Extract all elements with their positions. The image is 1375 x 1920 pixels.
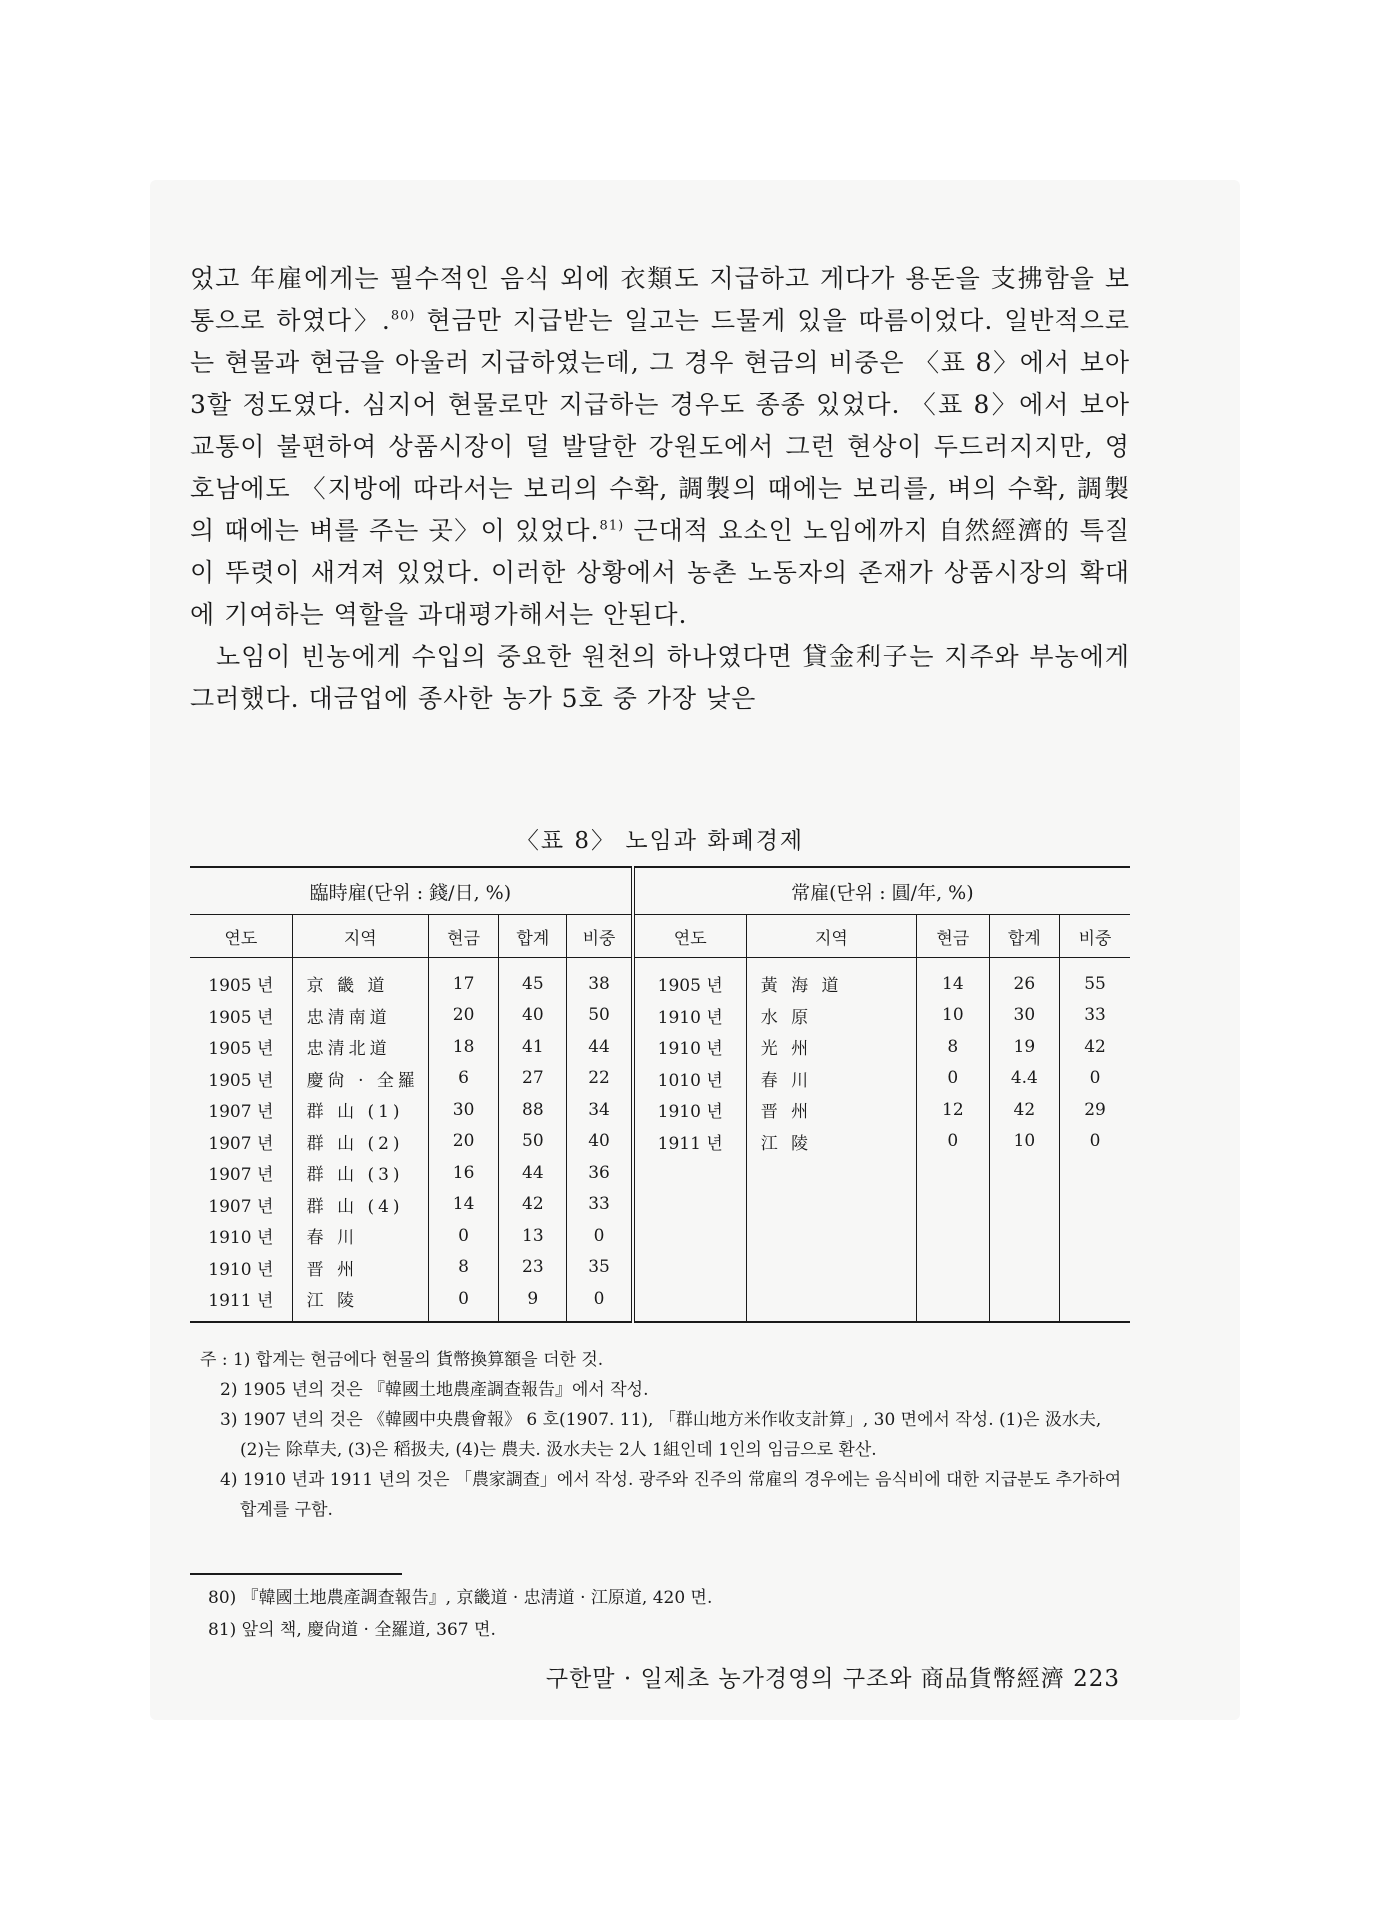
temp-year-cell: 1907 년 — [208, 1133, 274, 1154]
perm-year-cell: 1910 년 — [633, 1031, 747, 1063]
temp-year-cell: 1905 년 — [208, 1039, 274, 1060]
table-row — [190, 1157, 1130, 1189]
temp-total-cell: 9 — [499, 1283, 567, 1322]
perm-region-cell — [746, 1252, 916, 1284]
temp-ratio-cell: 44 — [567, 1031, 633, 1063]
perm-region-cell: 江 陵 — [746, 1126, 916, 1158]
column-header: 현금 — [917, 915, 990, 958]
temp-cash-cell: 6 — [428, 1063, 498, 1095]
perm-year-cell: 1905 년 — [633, 958, 747, 1000]
perm-ratio-cell — [1060, 1220, 1130, 1252]
perm-total-cell: 4.4 — [989, 1063, 1059, 1095]
note-3: 3) 1907 년의 것은 《韓國中央農會報》 6 호(1907. 11), 「群山地方米作收支計算」, 30 면에서 작성. (1)은 汲水夫, (2)는 除草夫, (3)은 稻扱夫, (4)는 農夫. 汲水夫는 2人 1組인데 1인의 임금으로 환산. — [220, 1410, 1102, 1460]
paragraph-2: 노임이 빈농에게 수입의 중요한 원천의 하나였다면 貸金利子는 지주와 부농에게 그러했다. 대금업에 종사한 농가 5호 중 가장 낮은 — [190, 642, 1130, 713]
perm-total-cell — [989, 1283, 1059, 1322]
perm-ratio-cell: 0 — [1060, 1063, 1130, 1095]
table-row — [190, 1252, 1130, 1284]
temp-total-cell: 50 — [499, 1126, 567, 1158]
temp-year-cell: 1905 년 — [208, 1007, 274, 1028]
temp-region-cell: 群 山 (4) — [292, 1189, 428, 1221]
table-row — [190, 1189, 1130, 1221]
column-header: 지역 — [746, 915, 916, 958]
temp-year-cell: 1905 년 — [208, 976, 274, 997]
table-row — [190, 1094, 1130, 1126]
perm-total-cell: 26 — [989, 958, 1059, 1000]
temp-total-cell: 42 — [499, 1189, 567, 1221]
temp-total-cell: 27 — [499, 1063, 567, 1095]
column-header: 비중 — [1060, 915, 1130, 958]
temp-ratio-cell: 36 — [567, 1157, 633, 1189]
perm-year-cell — [633, 1252, 747, 1284]
temp-region-cell: 忠清北道 — [292, 1031, 428, 1063]
perm-ratio-cell — [1060, 1252, 1130, 1284]
temp-cash-cell: 8 — [428, 1252, 498, 1284]
temp-total-cell: 40 — [499, 1000, 567, 1032]
temp-ratio-cell: 40 — [567, 1126, 633, 1158]
running-footer: 구한말 · 일제초 농가경영의 구조와 商品貨幣經濟 223 — [545, 1666, 1120, 1692]
perm-year-cell — [633, 1157, 747, 1189]
perm-cash-cell: 0 — [917, 1063, 990, 1095]
temp-cash-cell: 16 — [428, 1157, 498, 1189]
temp-region-cell: 群 山 (3) — [292, 1157, 428, 1189]
temp-region-cell: 群 山 (1) — [292, 1094, 428, 1126]
perm-cash-cell: 8 — [917, 1031, 990, 1063]
table-caption: 〈표 8〉 노임과 화폐경제 — [515, 828, 805, 854]
perm-total-cell: 19 — [989, 1031, 1059, 1063]
table-row — [190, 1126, 1130, 1158]
table-row — [190, 1063, 1130, 1095]
table-row — [190, 1000, 1130, 1032]
wage-table — [190, 866, 1130, 1323]
perm-cash-cell: 14 — [917, 958, 990, 1000]
perm-year-cell — [633, 1283, 747, 1322]
temp-cash-cell: 17 — [428, 958, 498, 1000]
temp-region-cell: 晋 州 — [292, 1252, 428, 1284]
temp-ratio-cell: 33 — [567, 1189, 633, 1221]
temp-total-cell: 41 — [499, 1031, 567, 1063]
column-header: 합계 — [989, 915, 1059, 958]
note-4: 4) 1910 년과 1911 년의 것은 「農家調查」에서 작성. 광주와 진주의 常雇의 경우에는 음식비에 대한 지급분도 추가하여 합계를 구함. — [220, 1470, 1122, 1520]
perm-ratio-cell: 55 — [1060, 958, 1130, 1000]
perm-total-cell — [989, 1220, 1059, 1252]
perm-region-cell — [746, 1220, 916, 1252]
note-1: 주 : 1) 합계는 현금에다 현물의 貨幣換算額을 더한 것. — [200, 1350, 604, 1370]
temp-ratio-cell: 22 — [567, 1063, 633, 1095]
perm-ratio-cell — [1060, 1189, 1130, 1221]
perm-cash-cell — [917, 1252, 990, 1284]
perm-total-cell — [989, 1252, 1059, 1284]
table-row — [190, 958, 1130, 1000]
perm-cash-cell — [917, 1189, 990, 1221]
perm-cash-cell: 0 — [917, 1126, 990, 1158]
footnote-ref-80: 80) — [390, 308, 416, 324]
footnote-81: 81) 앞의 책, 慶尙道 · 全羅道, 367 면. — [208, 1620, 496, 1640]
footnotes — [208, 1582, 1108, 1646]
perm-cash-cell: 10 — [917, 1000, 990, 1032]
temp-year-cell: 1907 년 — [208, 1165, 274, 1186]
perm-ratio-cell — [1060, 1157, 1130, 1189]
perm-region-cell — [746, 1189, 916, 1221]
body-text — [190, 258, 1130, 720]
perm-region-cell: 春 川 — [746, 1063, 916, 1095]
perm-region-cell — [746, 1157, 916, 1189]
temp-ratio-cell: 50 — [567, 1000, 633, 1032]
column-header: 연도 — [633, 915, 747, 958]
column-header: 연도 — [190, 915, 292, 958]
perm-region-cell: 晋 州 — [746, 1094, 916, 1126]
perm-cash-cell — [917, 1283, 990, 1322]
temp-year-cell: 1907 년 — [208, 1196, 274, 1217]
temp-cash-cell: 0 — [428, 1283, 498, 1322]
temp-total-cell: 23 — [499, 1252, 567, 1284]
perm-total-cell — [989, 1189, 1059, 1221]
perm-ratio-cell: 42 — [1060, 1031, 1130, 1063]
temp-cash-cell: 0 — [428, 1220, 498, 1252]
table-body — [190, 958, 1130, 1322]
temporary-employee-header: 臨時雇(단위 : 錢/日, %) — [190, 867, 633, 915]
perm-year-cell — [633, 1220, 747, 1252]
temp-ratio-cell: 0 — [567, 1283, 633, 1322]
perm-cash-cell — [917, 1157, 990, 1189]
temp-year-cell: 1911 년 — [208, 1291, 274, 1312]
note-2: 2) 1905 년의 것은 『韓國土地農產調查報告』에서 작성. — [220, 1380, 649, 1400]
temp-year-cell: 1905 년 — [208, 1070, 274, 1091]
permanent-employee-header: 常雇(단위 : 圓/年, %) — [633, 867, 1130, 915]
perm-ratio-cell: 0 — [1060, 1126, 1130, 1158]
temp-year-cell: 1907 년 — [208, 1102, 274, 1123]
temp-total-cell: 44 — [499, 1157, 567, 1189]
temp-cash-cell: 20 — [428, 1126, 498, 1158]
temp-cash-cell: 20 — [428, 1000, 498, 1032]
column-header: 비중 — [567, 915, 633, 958]
perm-region-cell: 水 原 — [746, 1000, 916, 1032]
perm-year-cell: 1910 년 — [633, 1000, 747, 1032]
perm-total-cell: 10 — [989, 1126, 1059, 1158]
temp-cash-cell: 14 — [428, 1189, 498, 1221]
column-header: 지역 — [292, 915, 428, 958]
column-header: 현금 — [428, 915, 498, 958]
paragraph-1: 었고 年雇에게는 필수적인 음식 외에 衣類도 지급하고 게다가 용돈을 支拂함을 보통으로 하였다〉.$^{80)}$ 현금만 지급받는 일고는 드물게 있을 따름이었다. 일반적으로는 현물과 현금을 아울러 지급하였는데, 그 경우 현금의 비중은 〈표 8〉에서 보아 3할 정도였다. 심지어 현물로만 지급하는 경우도 종종 있었다. 〈표 8〉에서 보아 교통이 불편하여 상품시장이 덜 발달한 강원도에서 그런 현상이 두드러지지만, 영호남에도 〈지방에 따라서는 보리의 수확, 調製의 때에는 보리를, 벼의 수확, 調製의 때에는 벼를 주는 곳〉이 있었다.$^{81)}$ 근대적 요소인 노임에까지 自然經濟的 특질이 뚜렷이 새겨져 있었다. 이러한 상황에서 농촌 노동자의 존재가 상품시장의 확대에 기여하는 역할을 과대평가해서는 안된다. — [190, 264, 1131, 629]
perm-total-cell: 30 — [989, 1000, 1059, 1032]
temp-ratio-cell: 34 — [567, 1094, 633, 1126]
perm-cash-cell: 12 — [917, 1094, 990, 1126]
temp-region-cell: 群 山 (2) — [292, 1126, 428, 1158]
temp-region-cell: 春 川 — [292, 1220, 428, 1252]
temp-total-cell: 13 — [499, 1220, 567, 1252]
temp-cash-cell: 30 — [428, 1094, 498, 1126]
perm-region-cell — [746, 1283, 916, 1322]
perm-cash-cell — [917, 1220, 990, 1252]
perm-region-cell: 光 州 — [746, 1031, 916, 1063]
perm-total-cell — [989, 1157, 1059, 1189]
perm-year-cell: 1010 년 — [633, 1063, 747, 1095]
temp-year-cell: 1910 년 — [208, 1259, 274, 1280]
table-row — [190, 1283, 1130, 1322]
perm-year-cell: 1911 년 — [633, 1126, 747, 1158]
table-row — [190, 1220, 1130, 1252]
perm-total-cell: 42 — [989, 1094, 1059, 1126]
temp-year-cell: 1910 년 — [208, 1228, 274, 1249]
perm-region-cell: 黃 海 道 — [746, 958, 916, 1000]
temp-region-cell: 京 畿 道 — [292, 958, 428, 1000]
column-header: 합계 — [499, 915, 567, 958]
temp-total-cell: 45 — [499, 958, 567, 1000]
table-row — [190, 1031, 1130, 1063]
footnote-ref-81: 81) — [599, 518, 625, 534]
temp-ratio-cell: 0 — [567, 1220, 633, 1252]
temp-region-cell: 江 陵 — [292, 1283, 428, 1322]
perm-year-cell: 1910 년 — [633, 1094, 747, 1126]
temp-ratio-cell: 38 — [567, 958, 633, 1000]
perm-ratio-cell: 33 — [1060, 1000, 1130, 1032]
perm-year-cell — [633, 1189, 747, 1221]
temp-region-cell: 慶尙 · 全羅 — [292, 1063, 428, 1095]
temp-region-cell: 忠清南道 — [292, 1000, 428, 1032]
temp-cash-cell: 18 — [428, 1031, 498, 1063]
temp-ratio-cell: 35 — [567, 1252, 633, 1284]
perm-ratio-cell: 29 — [1060, 1094, 1130, 1126]
footnote-80: 80) 『韓國土地農產調查報告』, 京畿道 · 忠淸道 · 江原道, 420 면. — [208, 1588, 713, 1608]
temp-total-cell: 88 — [499, 1094, 567, 1126]
perm-ratio-cell — [1060, 1283, 1130, 1322]
table-notes — [200, 1345, 1130, 1525]
footnote-divider — [190, 1573, 402, 1575]
